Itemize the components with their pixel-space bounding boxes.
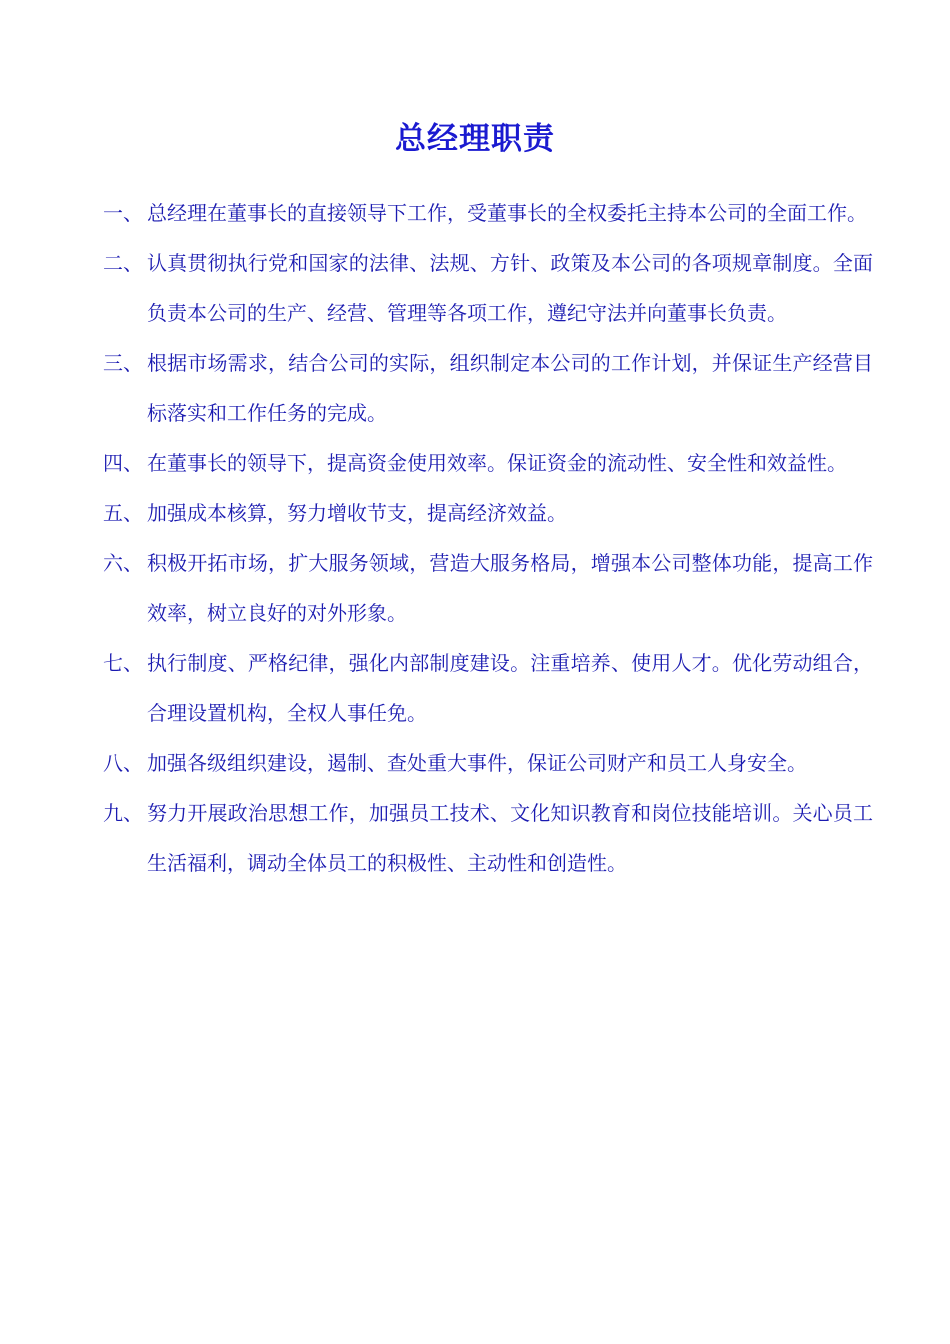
item-number: 五、 [103,501,143,525]
item-text: 执行制度、严格纪律，强化内部制度建设。注重培养、使用人才。优化劳动组合，合理设置机构，全权人事任免。 [147,651,873,725]
item-text: 在董事长的领导下，提高资金使用效率。保证资金的流动性、安全性和效益性。 [147,451,847,475]
item-number: 七、 [103,651,143,675]
item-number: 八、 [103,751,143,775]
item-number: 一、 [103,201,143,225]
duty-list [103,188,873,888]
item-number: 二、 [103,251,143,275]
list-item [103,188,873,238]
page-title: 总经理职责 [395,121,555,157]
list-item [103,438,873,488]
item-text: 努力开展政治思想工作，加强员工技术、文化知识教育和岗位技能培训。关心员工生活福利，调动全体员工的积极性、主动性和创造性。 [147,801,873,875]
list-item [103,238,873,338]
list-item [103,738,873,788]
list-item [103,638,873,738]
item-text: 根据市场需求，结合公司的实际，组织制定本公司的工作计划，并保证生产经营目标落实和工作任务的完成。 [147,351,873,425]
item-number: 三、 [103,351,143,375]
item-text: 加强各级组织建设，遏制、查处重大事件，保证公司财产和员工人身安全。 [147,751,807,775]
item-number: 四、 [103,451,143,475]
item-text: 总经理在董事长的直接领导下工作，受董事长的全权委托主持本公司的全面工作。 [147,201,867,225]
item-text: 积极开拓市场，扩大服务领域，营造大服务格局，增强本公司整体功能，提高工作效率，树立良好的对外形象。 [147,551,873,625]
list-item [103,788,873,888]
item-text: 认真贯彻执行党和国家的法律、法规、方针、政策及本公司的各项规章制度。全面负责本公司的生产、经营、管理等各项工作，遵纪守法并向董事长负责。 [147,251,873,325]
list-item [103,488,873,538]
list-item [103,538,873,638]
item-text: 加强成本核算，努力增收节支，提高经济效益。 [147,501,567,525]
item-number: 九、 [103,801,143,825]
list-item [103,338,873,438]
item-number: 六、 [103,551,143,575]
